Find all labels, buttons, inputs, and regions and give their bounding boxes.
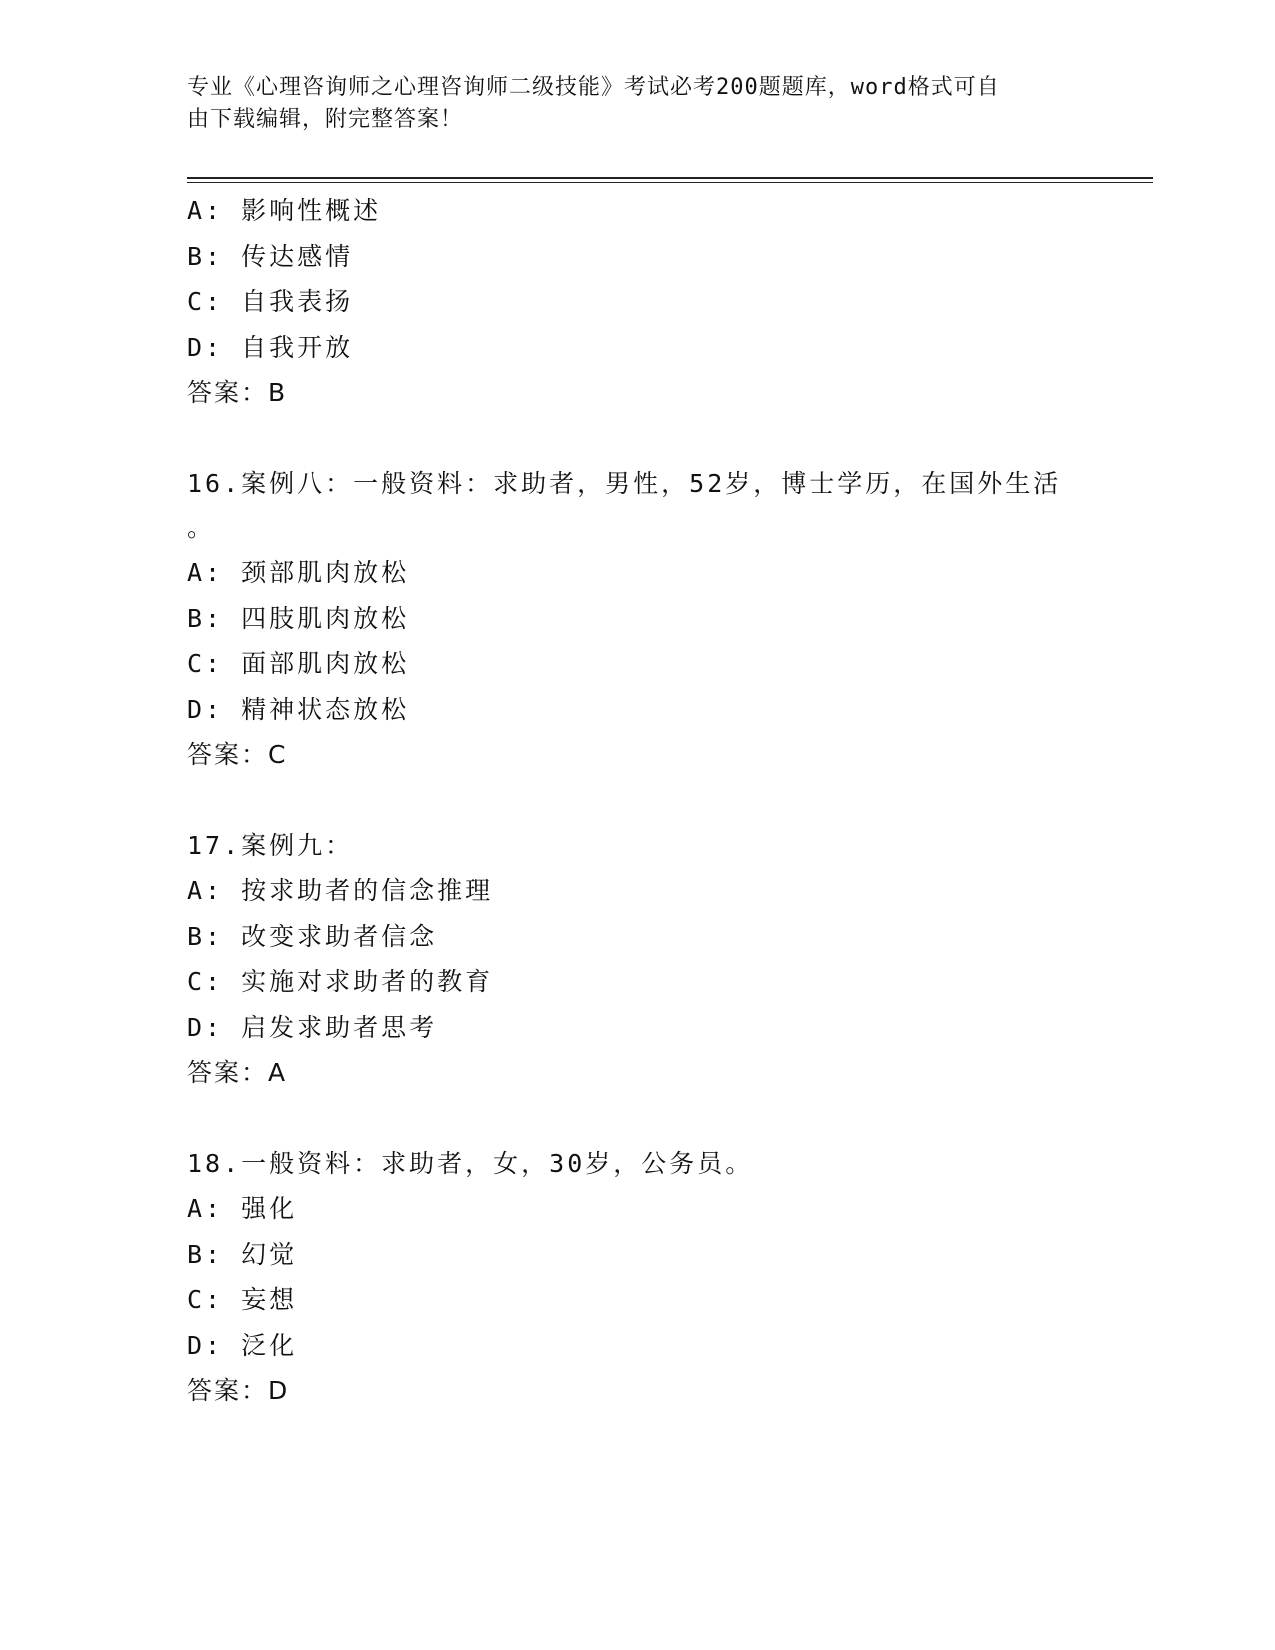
document-header <box>187 72 1067 136</box>
option-c: C: 妄想 <box>187 1285 298 1314</box>
option-c: C: 面部肌肉放松 <box>187 649 410 678</box>
option-d: D: 自我开放 <box>187 332 354 362</box>
option-b: B: 传达感情 <box>187 241 354 271</box>
header-line-1: 专业《心理咨询师之心理咨询师二级技能》考试必考200题题库，word格式可自 <box>187 75 1000 100</box>
question-block-17 <box>187 823 1087 1096</box>
question-stem-continuation: 。 <box>187 513 216 542</box>
question-block-15 <box>187 188 1087 416</box>
header-line-2: 由下载编辑，附完整答案！ <box>187 107 464 132</box>
option-b: B: 改变求助者信念 <box>187 921 438 951</box>
answer-line: 答案：D <box>187 1376 290 1405</box>
question-block-18 <box>187 1141 1087 1414</box>
spacer <box>187 1096 1087 1141</box>
option-d: D: 启发求助者思考 <box>187 1012 438 1042</box>
answer-line: 答案：C <box>187 740 288 769</box>
option-b: B: 四肢肌肉放松 <box>187 603 410 633</box>
header-divider <box>187 177 1153 183</box>
option-a: A: 影响性概述 <box>187 196 382 225</box>
spacer <box>187 416 1087 461</box>
option-d: D: 泛化 <box>187 1330 298 1360</box>
question-list <box>187 188 1087 1414</box>
answer-line: 答案：A <box>187 1058 288 1087</box>
option-c: C: 实施对求助者的教育 <box>187 967 494 996</box>
spacer <box>187 778 1087 823</box>
option-d: D: 精神状态放松 <box>187 694 410 724</box>
option-a: A: 按求助者的信念推理 <box>187 876 494 905</box>
option-a: A: 强化 <box>187 1194 298 1223</box>
question-stem: 18.一般资料：求助者，女，30岁，公务员。 <box>187 1148 754 1178</box>
question-stem: 16.案例八：一般资料：求助者，男性，52岁，博士学历，在国外生活 <box>187 468 1062 498</box>
option-c: C: 自我表扬 <box>187 287 354 316</box>
option-a: A: 颈部肌肉放松 <box>187 558 410 587</box>
answer-line: 答案：B <box>187 378 288 407</box>
question-block-16 <box>187 461 1087 778</box>
question-stem: 17.案例九： <box>187 830 354 860</box>
option-b: B: 幻觉 <box>187 1239 298 1269</box>
